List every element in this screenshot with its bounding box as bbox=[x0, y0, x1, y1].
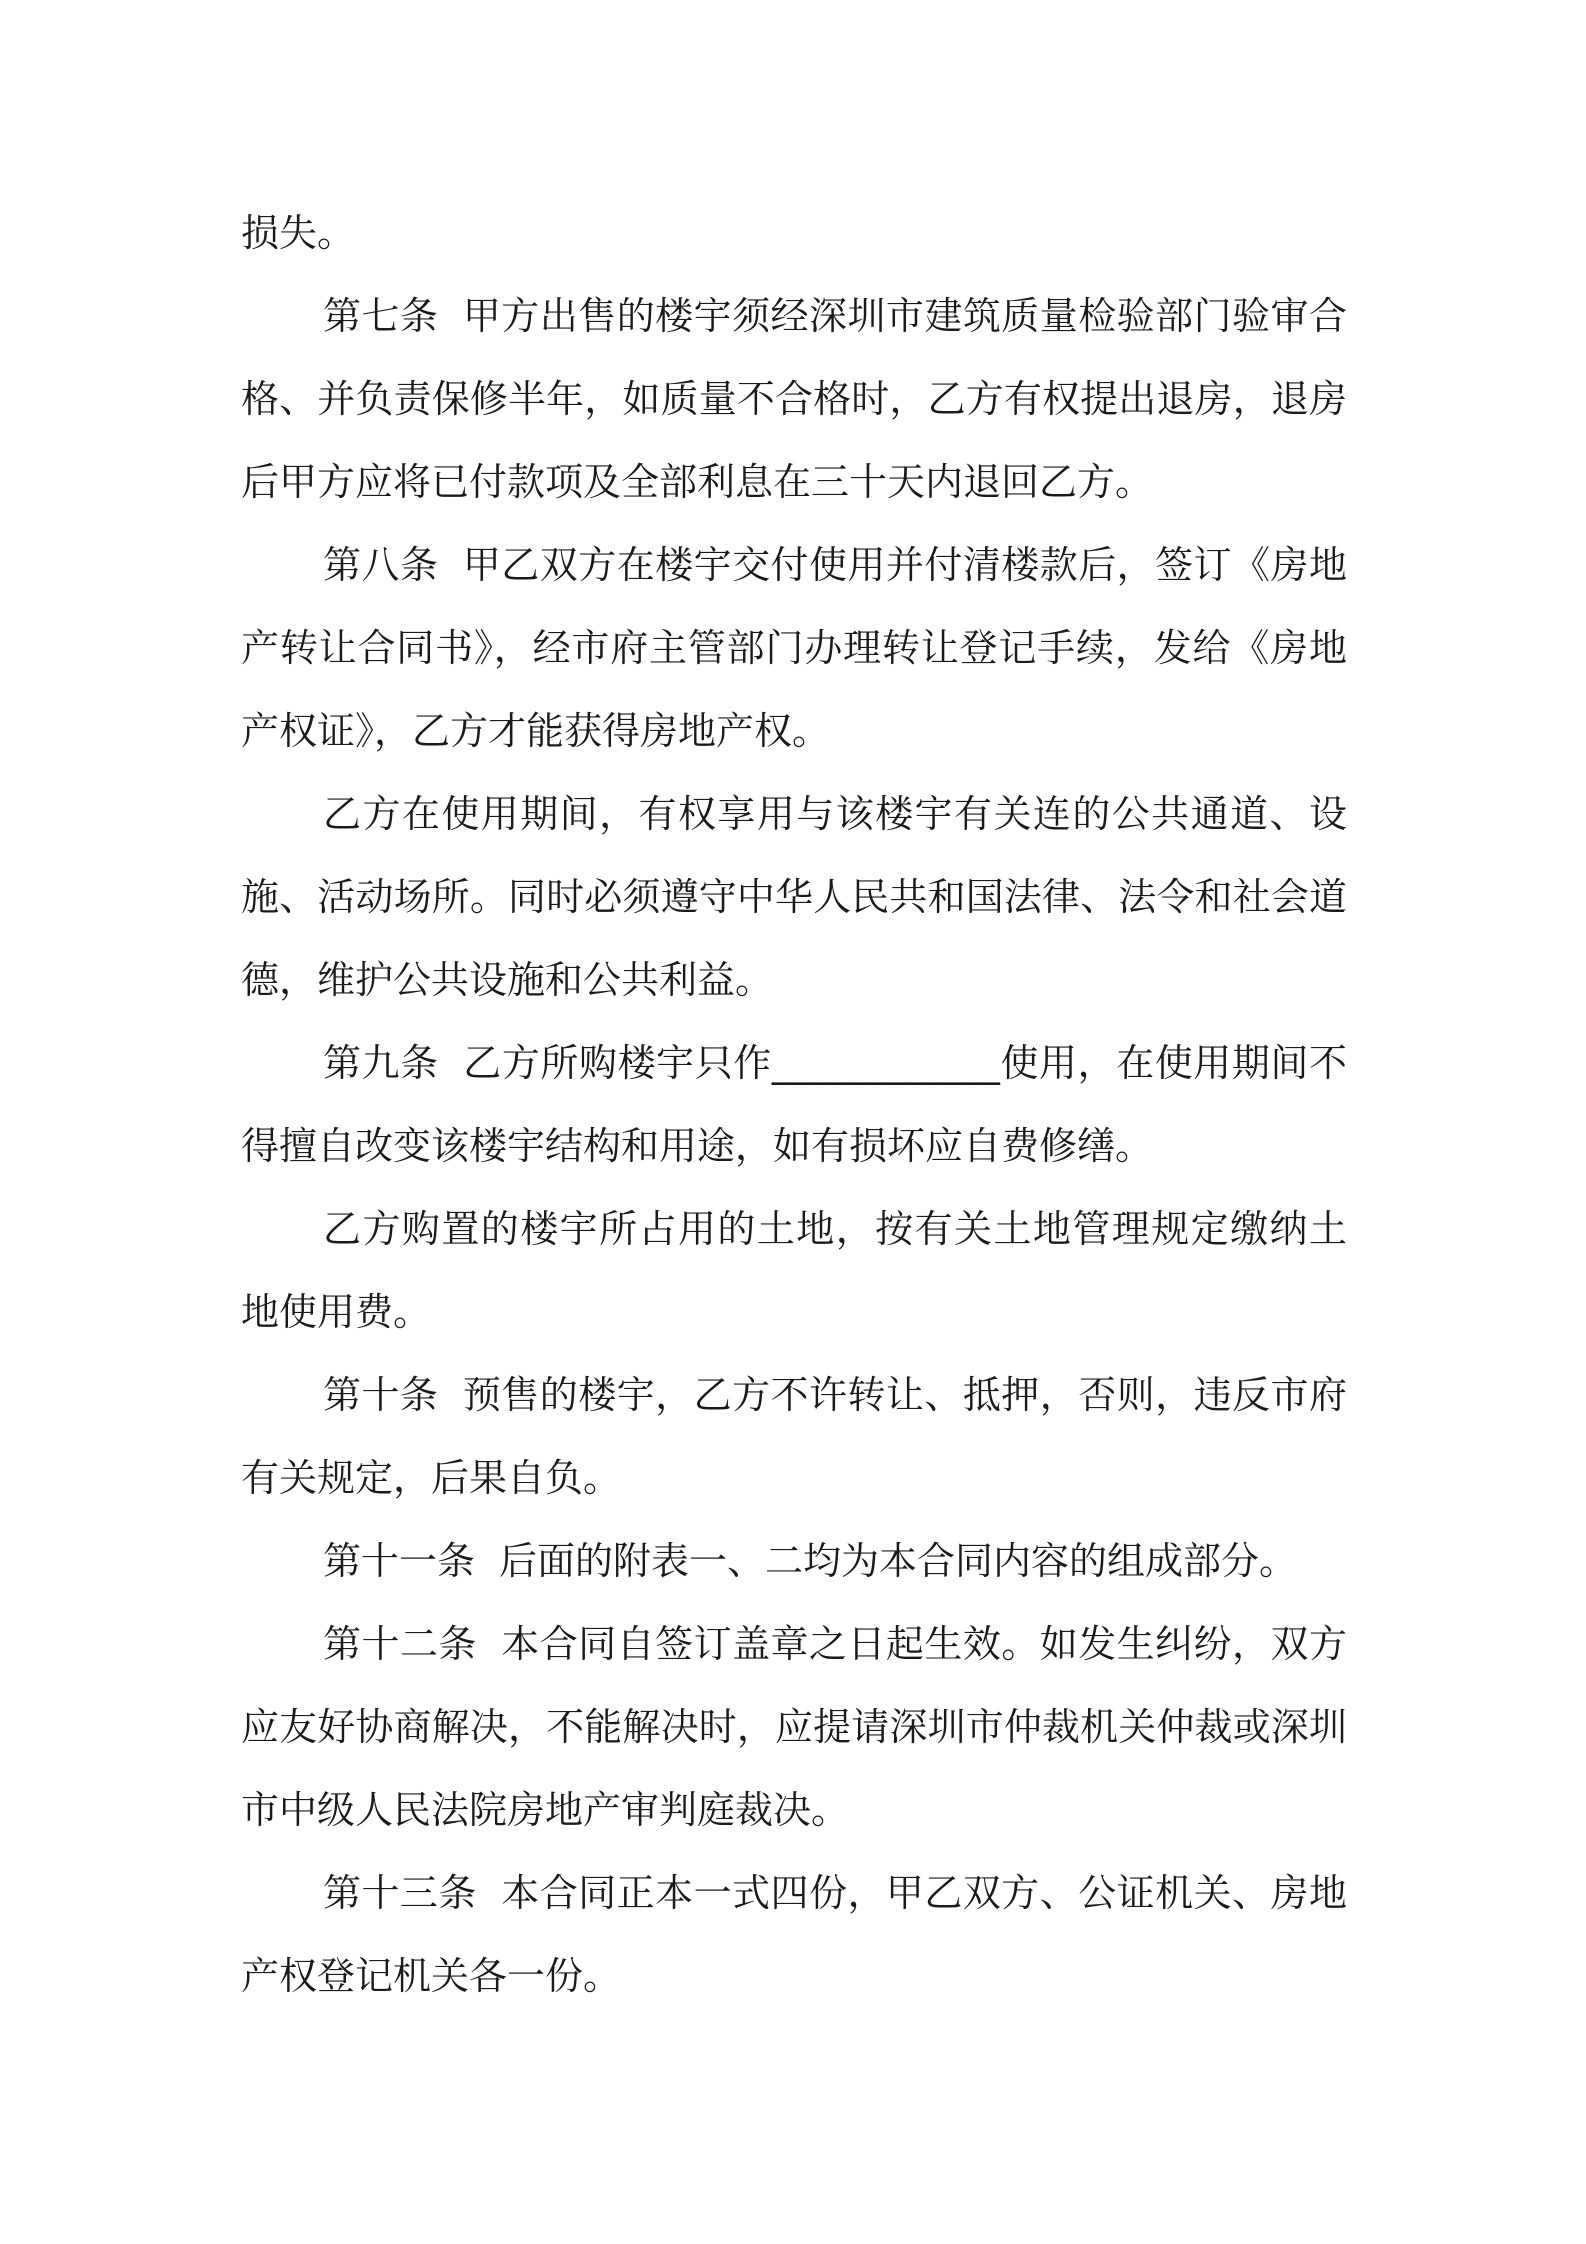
paragraph-text: 乙方在使用期间，有权享用与该楼宇有关连的公共通道、设施、活动场所。同时必须遵守中华人民共和国法律、法令和社会道德，维护公共设施和公共利益。 bbox=[241, 792, 1347, 1002]
article-number: 第十三条 bbox=[323, 1871, 477, 1915]
article-10 bbox=[241, 1354, 1347, 1520]
document-body bbox=[241, 192, 1347, 2018]
paragraph-land-fee bbox=[241, 1188, 1347, 1354]
paragraph-text: 后面的附表一、二均为本合同内容的组成部分。 bbox=[499, 1539, 1298, 1583]
fill-in-blank: ____________ bbox=[771, 1041, 1000, 1085]
article-9 bbox=[241, 1022, 1347, 1188]
paragraph-text: 乙方购置的楼宇所占用的土地，按有关土地管理规定缴纳土地使用费。 bbox=[241, 1207, 1347, 1334]
paragraph-text: 本合同正本一式四份，甲乙双方、公证机关、房地产权登记机关各一份。 bbox=[241, 1871, 1347, 1998]
article-8 bbox=[241, 524, 1347, 773]
paragraph-text: 损失。 bbox=[241, 211, 356, 255]
paragraph-text: 甲方出售的楼宇须经深圳市建筑质量检验部门验审合格、并负责保修半年，如质量不合格时，乙方有权提出退房，退房后甲方应将已付款项及全部利息在三十天内退回乙方。 bbox=[241, 294, 1347, 504]
article-number: 第十一条 bbox=[323, 1539, 476, 1583]
paragraph-text: 甲乙双方在楼宇交付使用并付清楼款后，签订《房地产转让合同书》，经市府主管部门办理转让登记手续，发给《房地产权证》，乙方才能获得房地产权。 bbox=[241, 543, 1347, 753]
article-number: 第七条 bbox=[323, 294, 439, 338]
paragraph-continuation bbox=[241, 192, 1347, 275]
paragraph-usage-rights bbox=[241, 773, 1347, 1022]
paragraph-text: 使用，在使用期间不得擅自改变该楼宇结构和用途，如有损坏应自费修缮。 bbox=[241, 1041, 1347, 1168]
paragraph-text: 乙方所购楼宇只作 bbox=[462, 1041, 772, 1085]
paragraph-text: 预售的楼宇，乙方不许转让、抵押，否则，违反市府有关规定，后果自负。 bbox=[241, 1373, 1347, 1500]
article-13 bbox=[241, 1852, 1347, 2018]
article-number: 第十条 bbox=[323, 1373, 439, 1417]
article-7 bbox=[241, 275, 1347, 524]
article-number: 第八条 bbox=[323, 543, 439, 587]
article-12 bbox=[241, 1603, 1347, 1852]
article-number: 第十二条 bbox=[323, 1622, 477, 1666]
paragraph-text: 本合同自签订盖章之日起生效。如发生纠纷，双方应友好协商解决，不能解决时，应提请深圳市仲裁机关仲裁或深圳市中级人民法院房地产审判庭裁决。 bbox=[241, 1622, 1347, 1832]
article-number: 第九条 bbox=[323, 1041, 439, 1085]
article-11 bbox=[241, 1520, 1347, 1603]
